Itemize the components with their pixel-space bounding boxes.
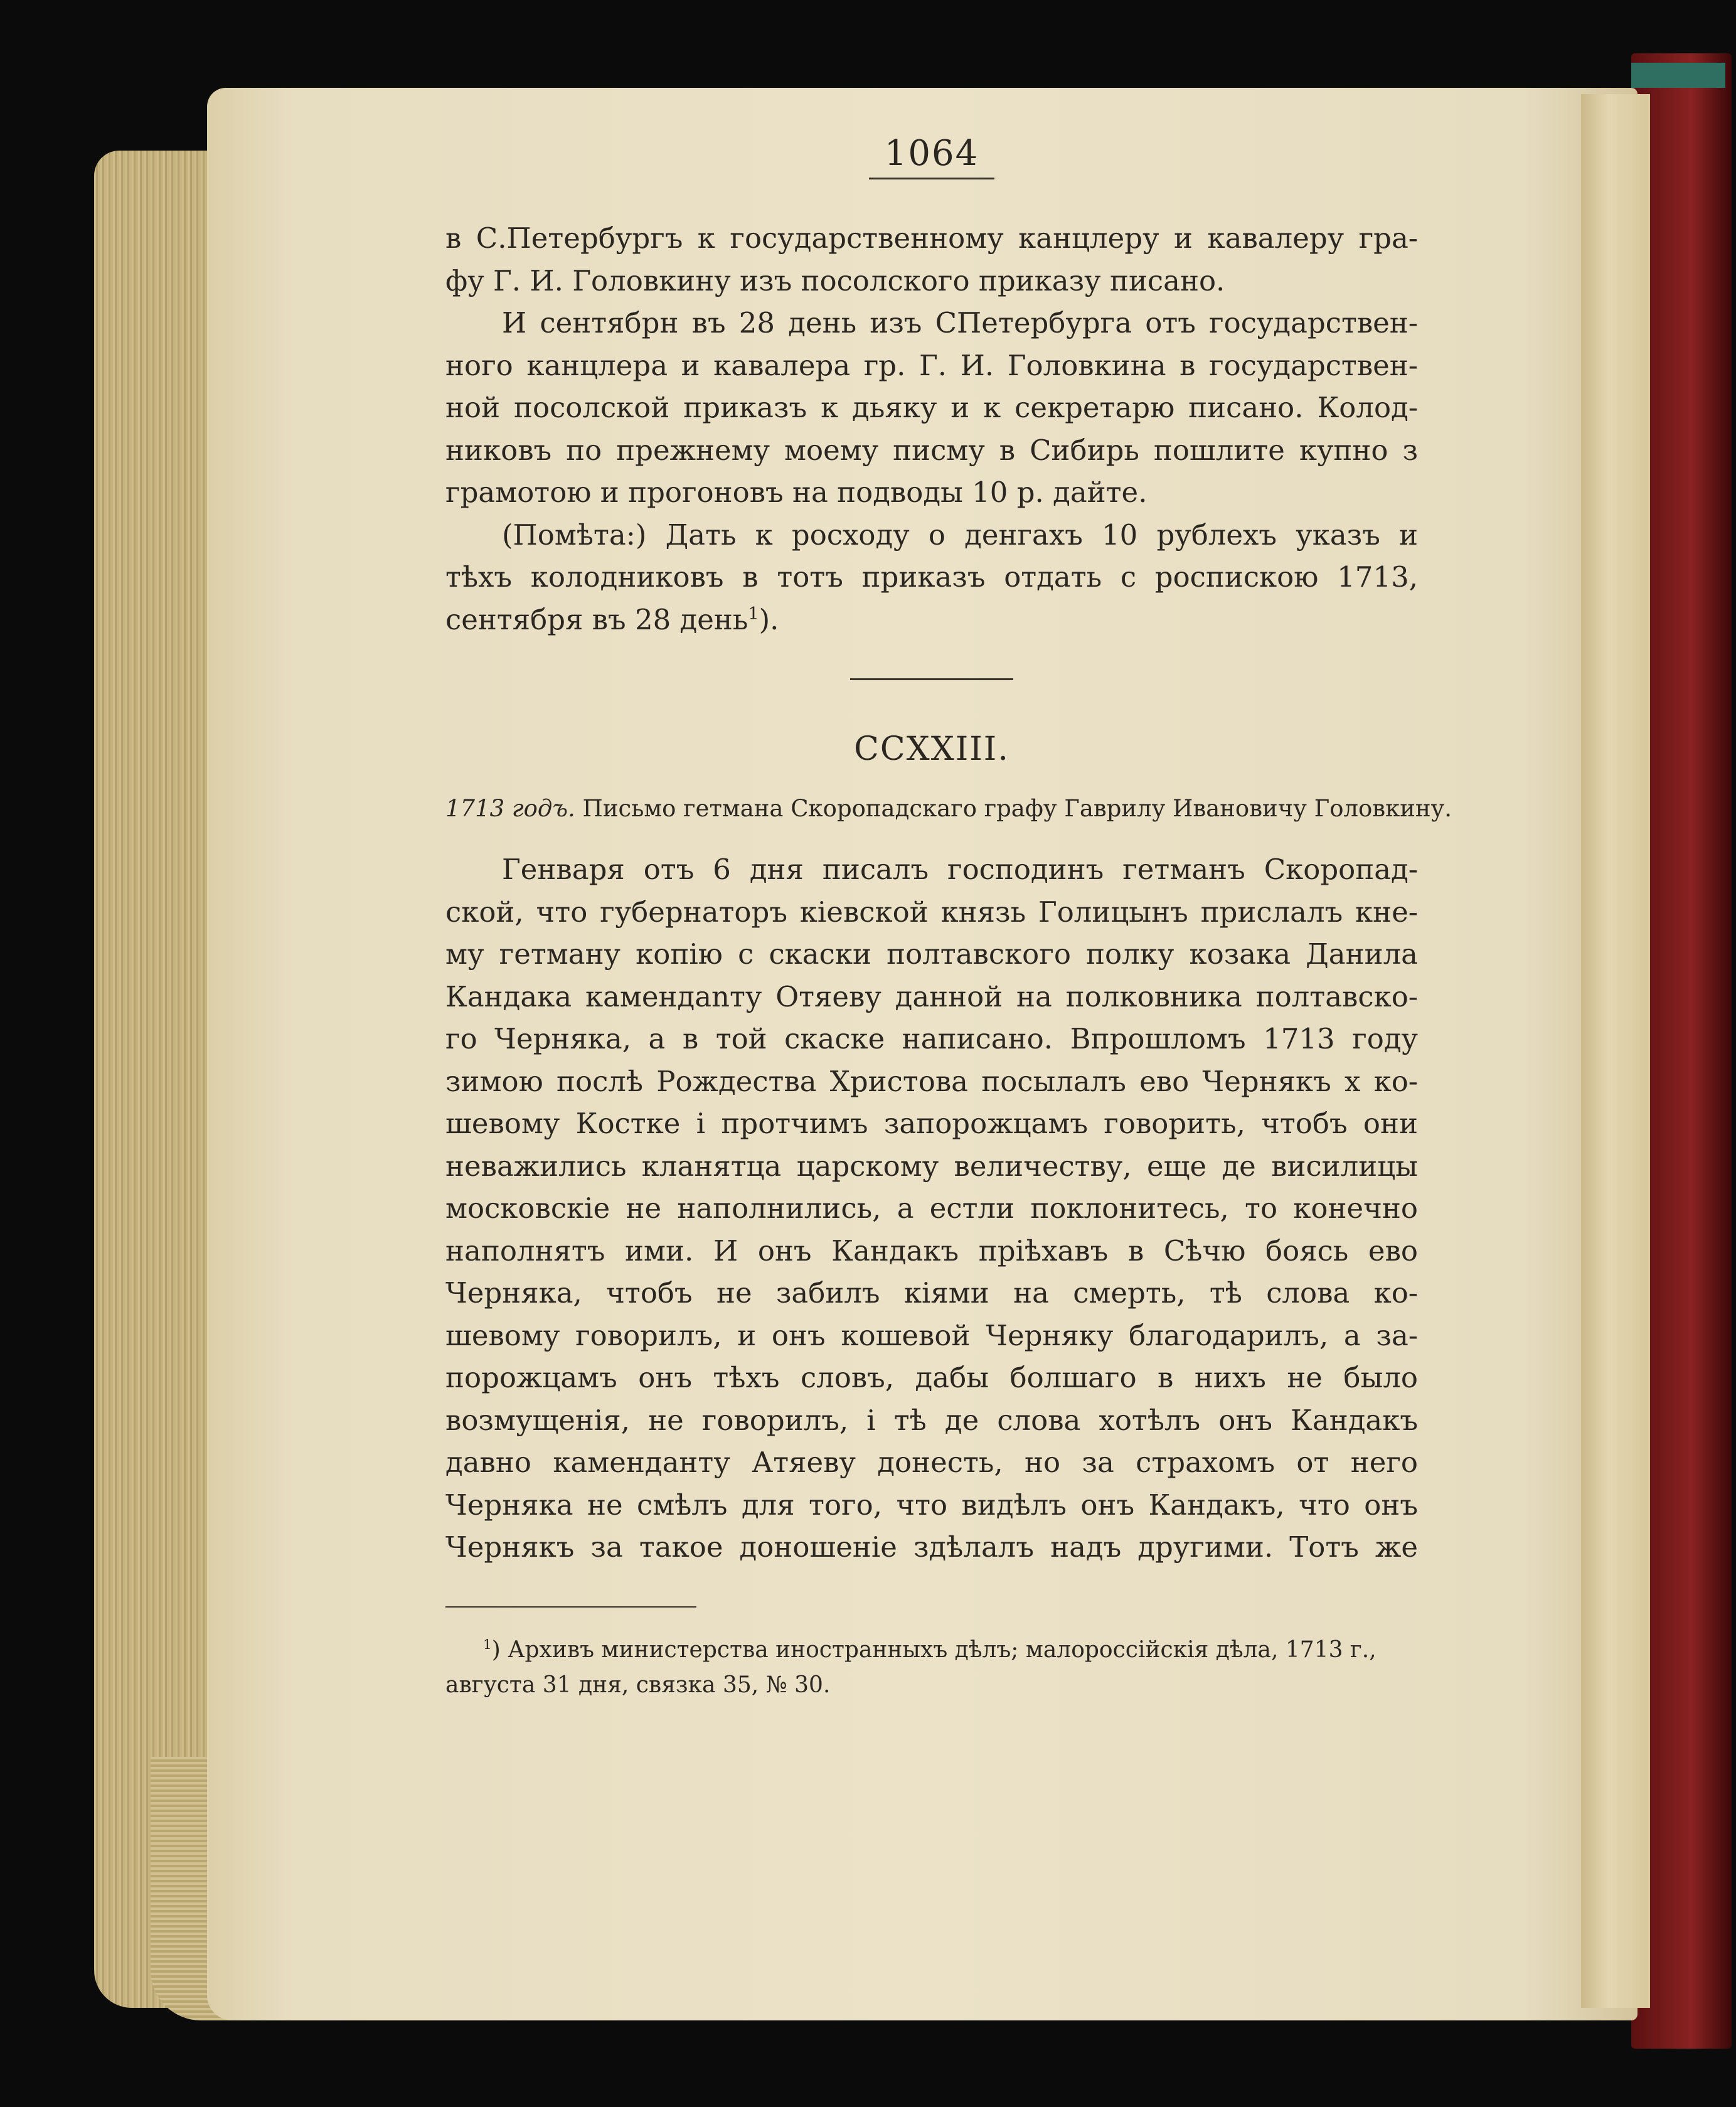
note-paragraph — [445, 514, 1418, 641]
footnote-line: августа 31 дня, связка 35, № 30. — [445, 1672, 831, 1698]
text-line: давно каменданту Атяеву донесть, но за страхомъ от него — [445, 1446, 1418, 1479]
ribbon-bookmark — [1631, 63, 1725, 88]
text-line: возмущенія, не говорилъ, і тѣ де слова хотѣлъ онъ Кандакъ — [445, 1403, 1418, 1437]
text-line: ного канцлера и кавалера гр. Г. И. Головкина в государствен- — [445, 348, 1418, 382]
text-line: порожцамъ онъ тѣхъ словъ, дабы болшаго в нихъ не было — [445, 1361, 1418, 1394]
text-line: Кандака камендanту Отяеву данной на полковника полтавско- — [445, 979, 1418, 1013]
text-line: тѣхъ колодниковъ в тотъ приказъ отдать с роспискою 1713, — [445, 560, 1418, 594]
subtitle-year: 1713 годъ. — [445, 795, 575, 822]
text-line: зимою послѣ Рождества Христова посылалъ ево Чернякъ х ко- — [445, 1064, 1418, 1098]
text-line: наполнятъ ими. И онъ Кандакъ пріѣхавъ в Сѣчю боясь ево — [445, 1234, 1418, 1267]
text-line: му гетману копію с скаски полтавского полку козака Данила — [445, 937, 1418, 971]
text-line: фу Г. И. Головкину изъ посолского приказу писано. — [445, 264, 1225, 297]
text-line-tail: ). — [759, 602, 779, 636]
page-number-rule — [869, 178, 994, 179]
text-line: ной посолской приказъ к дьяку и к секретарю писано. Колод- — [445, 391, 1418, 424]
page-number: 1064 — [884, 133, 979, 174]
footnote — [445, 1633, 1418, 1703]
text-line: шевому говорилъ, и онъ кошевой Черняку благодарилъ, а за- — [445, 1318, 1418, 1352]
subtitle-text: Письмо гетмана Скоропадскаго графу Гаврилу Ивановичу Головкину. — [582, 795, 1452, 822]
footnote-line-text: ) Архивъ министерства иностранныхъ дѣлъ; малороссійскія дѣла, 1713 г., — [491, 1636, 1377, 1663]
text-line: московскіе не наполнились, а естли поклонитесь, то конечно — [445, 1192, 1418, 1225]
text-line: Чернякъ за такое доношеніе здѣлалъ надъ другими. Тотъ же — [445, 1530, 1418, 1564]
footnote-rule — [445, 1606, 696, 1608]
footnote-reference: 1 — [748, 604, 759, 624]
facing-page-edge — [1581, 94, 1650, 2008]
text-line-content: сентября въ 28 день — [445, 602, 748, 636]
text-line — [445, 599, 1418, 641]
footnote-line — [445, 1633, 1418, 1668]
footnote-marker: 1 — [483, 1636, 492, 1653]
text-line: го Черняка, а в той скаске написано. Впрошломъ 1713 году — [445, 1022, 1418, 1055]
top-paragraph — [445, 217, 1418, 302]
section-heading: CCXXIII. — [854, 730, 1009, 768]
text-line: неважились кланятца царскому величеству, еще де висилицы — [445, 1149, 1418, 1183]
document-subtitle — [445, 795, 1452, 822]
text-line: грамотою и прогоновъ на подводы 10 р. дайте. — [445, 476, 1148, 509]
text-line: никовъ по прежнему моему писму в Сибирь пошлите купно з — [445, 433, 1418, 467]
text-line: шевому Костке і протчимъ запорожцамъ говорить, чтобъ они — [445, 1107, 1418, 1140]
text-line: Генваря отъ 6 дня писалъ господинъ гетманъ Скоропад- — [502, 853, 1418, 886]
text-line: И сентябрн въ 28 день изъ СПетербурга отъ государствен- — [502, 306, 1418, 339]
section-separator — [850, 678, 1013, 680]
second-paragraph — [445, 302, 1418, 514]
text-line: в С.Петербургъ к государственному канцлеру и кавалеру гра- — [445, 221, 1418, 255]
text-line: ской, что губернаторъ кіевской князь Голицынъ прислалъ кне- — [445, 895, 1418, 929]
text-line: Черняка, чтобъ не забилъ кіями на смерть, тѣ слова ко- — [445, 1276, 1418, 1310]
page-text — [445, 133, 1452, 1703]
text-line: Черняка не смѣлъ для того, что видѣлъ онъ Кандакъ, что онъ — [445, 1488, 1418, 1522]
text-line: (Помѣта:) Дать к росходу о денгахъ 10 рублехъ указъ и — [502, 518, 1418, 552]
main-paragraph — [445, 848, 1418, 1569]
